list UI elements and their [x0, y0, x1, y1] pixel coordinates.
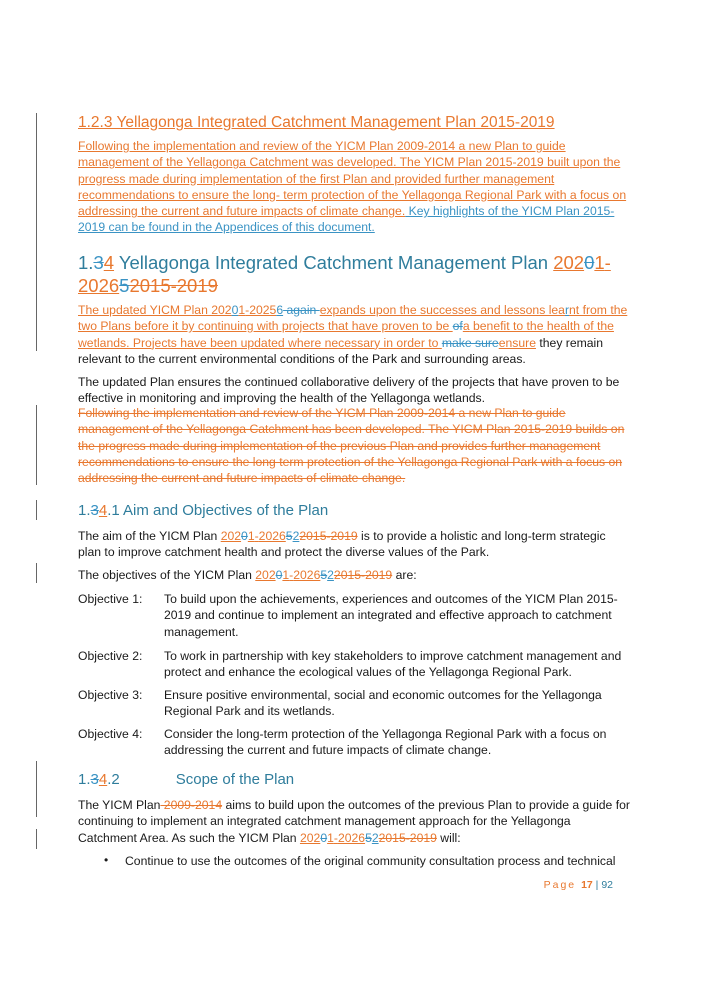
section-heading-1-4-1: 1.34.1 Aim and Objectives of the Plan: [78, 502, 329, 519]
revision-bar: [36, 500, 37, 520]
revision-bar: [36, 113, 37, 351]
section-heading-1-4: 1.34 Yellagonga Integrated Catchment Management Plan 20201- 202652015-2019: [78, 252, 611, 296]
scope-paragraph: The YICM Plan 2009-2014 aims to build upon the outcomes of the previous Plan to provide a guide for continuing to implement an integrated catchment management approach for the Yellagonga Catchment Area. As such the YICM Plan 20201-2026522015-2019 will:: [78, 798, 630, 845]
revision-bar: [36, 761, 37, 817]
aim-paragraph: The aim of the YICM Plan 20201-2026522015-2019 is to provide a holistic and long-term strategic plan to improve catchment health and protect the diverse values of the Park.: [78, 529, 606, 560]
bullet-dot: •: [104, 853, 109, 867]
section-1-2-3-paragraph: Following the implementation and review of the YICM Plan 2009-2014 a new Plan to guide management of the Yellagonga Catchment was developed. The YICM Plan 2015-2019 built upon the progress made during implementation of the first Plan and provided further management recommendations to ensure the long- term protection of the Yellagonga Regional Park with a focus on addressing the current and future impacts of climate change. Key highlights of the YICM Plan 2015-2019 can be found in the Appendices of this document.: [78, 139, 627, 235]
page-footer: Page 17 | 92: [543, 879, 613, 891]
scope-bullet-1: Continue to use the outcomes of the original community consultation process and technical: [125, 854, 616, 868]
section-heading-1-4-2: 1.34.2 Scope of the Plan: [78, 771, 295, 788]
section-1-4-paragraph-1: The updated YICM Plan 20201-20256 again expands upon the successes and lessons learnt from the two Plans before it by continuing with projects that have proven to be ofa benefit to the health of the wetlands. Projects have been updated where necessary in order to make sureensure they remain relevant to the current environmental conditions of the Park and surrounding areas.: [78, 303, 628, 366]
revision-bar: [36, 829, 37, 849]
section-heading-1-2-3: 1.2.3 Yellagonga Integrated Catchment Management Plan 2015-2019: [78, 114, 555, 131]
section-1-4-paragraph-2: The updated Plan ensures the continued collaborative delivery of the projects that have proven to be effective in monitoring and improving the health of the Yellagonga wetlands.: [78, 375, 620, 406]
revision-bar: [36, 563, 37, 583]
revision-bar: [36, 405, 37, 485]
section-1-4-deleted-paragraph: Following the implementation and review of the YICM Plan 2009-2014 a new Plan to guide management of the Yellagonga Catchment has been developed. The YICM Plan 2015-2019 builds on the progress made during implementation of the previous Plan and provides further management recommendations to ensure the long term protection of the Yellagonga Regional Park with a focus on addressing the current and future impacts of climate change.: [78, 406, 625, 486]
objectives-intro: The objectives of the YICM Plan 20201-2026522015-2019 are:: [78, 568, 417, 582]
